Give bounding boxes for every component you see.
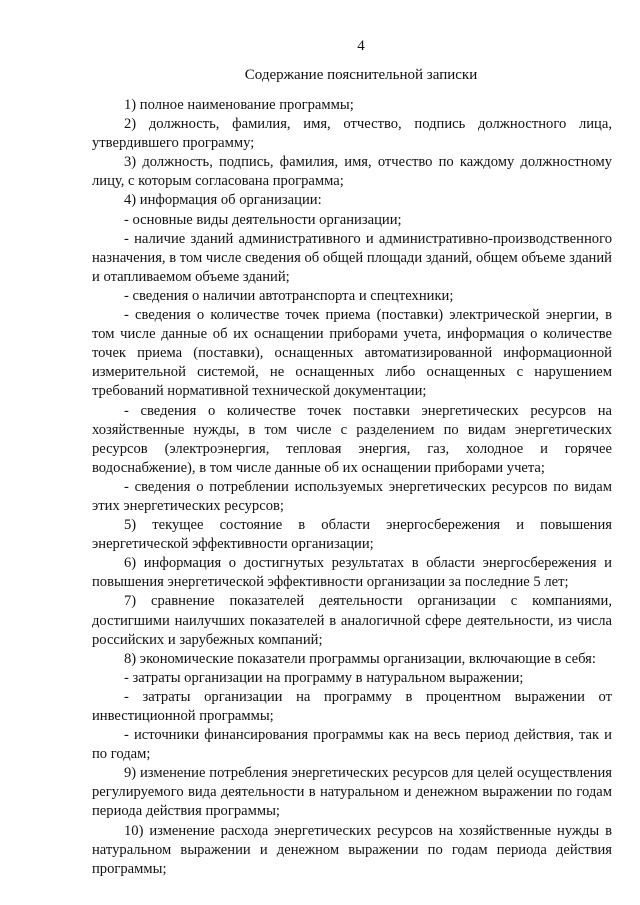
paragraph-item-10: 10) изменение расхода энергетических ресурсов на хозяйственные нужды в натуральном выражении и денежном выражении по годам периода действия программы;	[92, 822, 612, 877]
paragraph-item-7: 7) сравнение показателей деятельности организации с компаниями, достигшими наилучших показателей в аналогичной сфере деятельности, из числа российских и зарубежных компаний;	[92, 593, 612, 648]
page-number: 4	[357, 38, 365, 54]
paragraph-item-2: 2) должность, фамилия, имя, отчество, подпись должностного лица, утвердившего программу;	[92, 116, 612, 152]
paragraph-subitem-consumption: - сведения о потреблении используемых энергетических ресурсов по видам этих энергетических ресурсов;	[92, 478, 612, 514]
paragraph-subitem-costs-natural: - затраты организации на программу в натуральном выражении;	[124, 669, 524, 686]
paragraph-item-6: 6) информация о достигнутых результатах в области энергосбережения и повышения энергетической эффективности организации за последние 5 лет;	[92, 555, 612, 591]
paragraph-item-1: 1) полное наименование программы;	[124, 97, 354, 113]
paragraph-subitem-vehicles: - сведения о наличии автотранспорта и спецтехники;	[124, 287, 454, 304]
page-title: Содержание пояснительной записки	[244, 67, 478, 83]
paragraph-item-3: 3) должность, подпись, фамилия, имя, отчество по каждому должностному лицу, с которым согласована программа;	[92, 154, 612, 190]
paragraph-item-5: 5) текущее состояние в области энергосбережения и повышения энергетической эффективности организации;	[92, 517, 612, 553]
paragraph-subitem-supply-points: - сведения о количестве точек поставки энергетических ресурсов на хозяйственные нужды, в том числе с разделением по видам энергетических ресурсов (электроэнергия, тепловая энергия, газ, холодное и горячее водоснабжение), в том числе данные об их оснащении приборами учета;	[92, 402, 612, 476]
paragraph-item-8: 8) экономические показатели программы организации, включающие в себя:	[124, 650, 596, 667]
paragraph-subitem-costs-percent: - затраты организации на программу в процентном выражении от инвестиционной программы;	[92, 688, 612, 724]
paragraph-subitem-buildings: - наличие зданий административного и административно-производственного назначения, в том числе сведения об общей площади зданий, общем объеме зданий и отапливаемом объеме зданий;	[92, 230, 612, 285]
document-body	[92, 96, 612, 879]
paragraph-subitem-activities: - основные виды деятельности организации;	[124, 211, 402, 228]
paragraph-subitem-electric-points: - сведения о количестве точек приема (поставки) электрической энергии, в том числе данные об их оснащении приборами учета, информация о количестве точек приема (поставки), оснащенных автоматизированной информационной измерительной системой, не оснащенных либо оснащенных с нарушением требований нормативной технической документации;	[92, 307, 612, 400]
paragraph-item-4: 4) информация об организации:	[124, 192, 322, 209]
paragraph-item-9: 9) изменение потребления энергетических ресурсов для целей осуществления регулируемого вида деятельности в натуральном и денежном выражении по годам периода действия программы;	[92, 765, 612, 820]
paragraph-subitem-funding: - источники финансирования программы как на весь период действия, так и по годам;	[92, 727, 612, 763]
